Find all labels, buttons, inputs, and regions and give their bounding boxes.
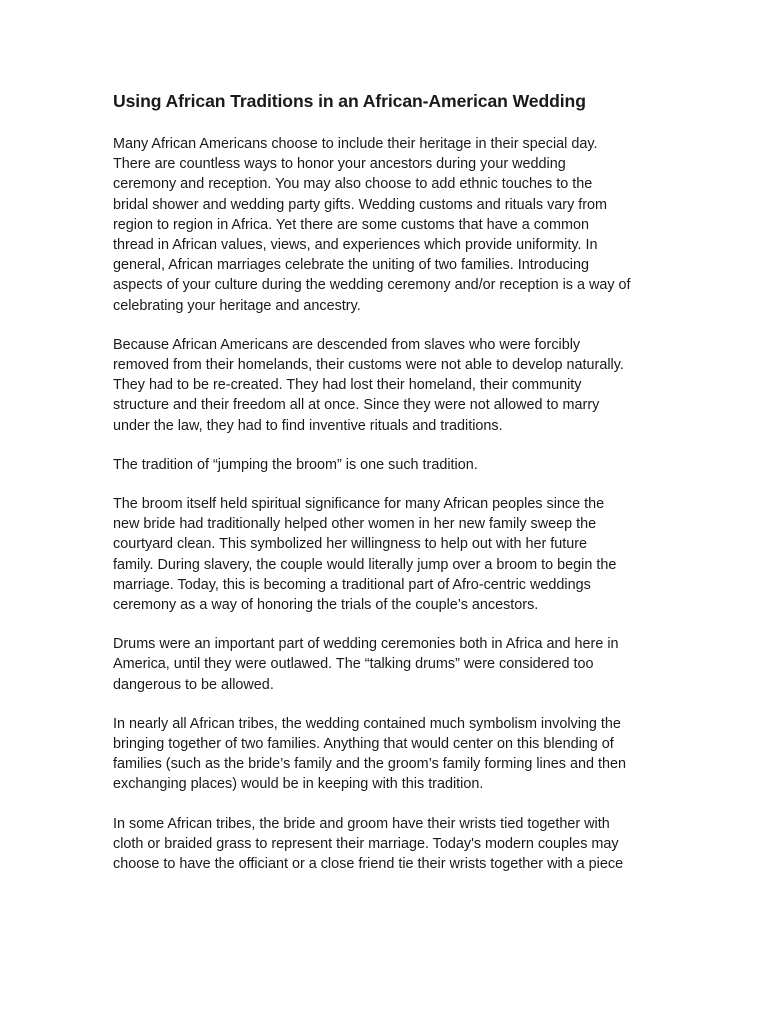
paragraph-line: cloth or braided grass to represent their marriage. Today's modern couples may	[113, 835, 619, 852]
paragraph-line: Because African Americans are descended from slaves who were forcibly	[113, 336, 581, 353]
paragraph-line: region to region in Africa. Yet there are some customs that have a common	[113, 216, 589, 233]
paragraph-line: celebrating your heritage and ancestry.	[113, 297, 361, 314]
paragraph-line: dangerous to be allowed.	[113, 676, 274, 693]
paragraph-line: In some African tribes, the bride and groom have their wrists tied together with	[113, 815, 610, 832]
body-paragraph	[113, 814, 658, 875]
document-page	[113, 88, 658, 893]
paragraph-line: The broom itself held spiritual significance for many African peoples since the	[113, 496, 605, 513]
paragraph-line: bringing together of two families. Anything that would center on this blending of	[113, 736, 614, 753]
paragraph-line: family. During slavery, the couple would literally jump over a broom to begin the	[113, 556, 617, 573]
paragraph-line: Drums were an important part of wedding ceremonies both in Africa and here in	[113, 636, 619, 653]
paragraph-line: exchanging places) would be in keeping with this tradition.	[113, 776, 484, 793]
paragraph-line: under the law, they had to find inventive rituals and traditions.	[113, 417, 503, 434]
paragraph-line: general, African marriages celebrate the uniting of two families. Introducing	[113, 257, 589, 274]
paragraph-line: They had to be re-created. They had lost their homeland, their community	[113, 377, 582, 394]
paragraph-line: aspects of your culture during the wedding ceremony and/or reception is a way of	[113, 277, 631, 294]
paragraph-line: ceremony and reception. You may also choose to add ethnic touches to the	[113, 176, 593, 193]
document-title: Using African Traditions in an African-American Wedding	[113, 91, 586, 111]
document-body	[113, 134, 658, 874]
paragraph-line: structure and their freedom all at once. Since they were not allowed to marry	[113, 397, 600, 414]
body-paragraph	[113, 634, 658, 695]
body-paragraph	[113, 494, 658, 615]
paragraph-line: In nearly all African tribes, the wedding contained much symbolism involving the	[113, 715, 621, 732]
paragraph-line: America, until they were outlawed. The “talking drums” were considered too	[113, 656, 594, 673]
paragraph-line: courtyard clean. This symbolized her willingness to help out with her future	[113, 536, 588, 553]
body-paragraph	[113, 714, 658, 795]
paragraph-line: The tradition of “jumping the broom” is one such tradition.	[113, 456, 478, 473]
paragraph-line: families (such as the bride’s family and the groom’s family forming lines and then	[113, 756, 626, 773]
paragraph-line: bridal shower and wedding party gifts. Wedding customs and rituals vary from	[113, 196, 608, 213]
body-paragraph	[113, 134, 658, 316]
paragraph-line: thread in African values, views, and experiences which provide uniformity. In	[113, 237, 598, 254]
paragraph-line: Many African Americans choose to include their heritage in their special day.	[113, 136, 598, 152]
paragraph-line: removed from their homelands, their customs were not able to develop naturally.	[113, 357, 624, 374]
paragraph-line: marriage. Today, this is becoming a traditional part of Afro-centric weddings	[113, 576, 591, 593]
paragraph-line: ceremony as a way of honoring the trials of the couple’s ancestors.	[113, 597, 539, 614]
paragraph-line: choose to have the officiant or a close friend tie their wrists together with a piece	[113, 856, 624, 873]
paragraph-line: new bride had traditionally helped other women in her new family sweep the	[113, 516, 597, 533]
paragraph-line: There are countless ways to honor your ancestors during your wedding	[113, 156, 566, 173]
body-paragraph	[113, 455, 658, 475]
body-paragraph	[113, 335, 658, 436]
